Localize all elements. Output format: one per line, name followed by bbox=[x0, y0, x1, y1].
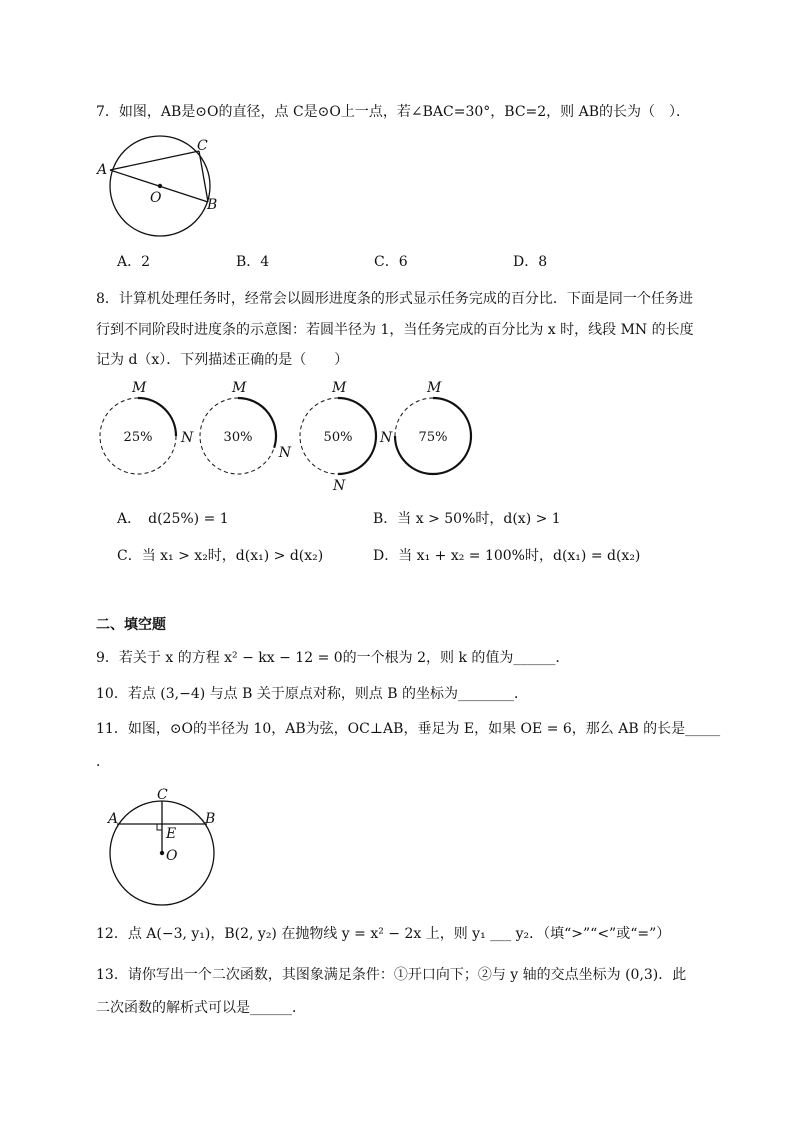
q10-text: 10．若点 (3,−4) 与点 B 关于原点对称，则点 B 的坐标为________． bbox=[96, 686, 529, 702]
q7-segment-bc bbox=[199, 151, 208, 202]
label-m: M bbox=[232, 380, 247, 396]
section-title: 二、填空题 bbox=[96, 617, 166, 633]
q7-option-a[interactable]: A．2 bbox=[117, 254, 151, 270]
q7-text: 7．如图，AB是⊙O的直径，点 C是⊙O上一点，若∠BAC=30°，BC=2，则 AB的长为（ ）． bbox=[96, 104, 691, 120]
progress-percent-label: 30% bbox=[223, 430, 253, 445]
q11-label-a: A bbox=[108, 811, 119, 827]
label-n: N bbox=[333, 478, 346, 494]
q11-line1: 11．如图，⊙O的半径为 10，AB为弦，OC⊥AB，垂足为 E，如果 OE = 6，那么 AB 的长是_____ bbox=[96, 721, 721, 737]
q8-option-a[interactable]: A． d(25%) = 1 bbox=[117, 511, 229, 527]
q13-line2: 二次函数的解析式可以是______． bbox=[96, 1000, 306, 1016]
q7-center-dot bbox=[158, 184, 162, 188]
q11-label-o: O bbox=[166, 848, 178, 864]
progress-circle-1 bbox=[100, 380, 194, 474]
q11-label-b: B bbox=[205, 811, 216, 827]
label-n: N bbox=[380, 430, 393, 446]
q8-line1: 8．计算机处理任务时，经常会以圆形进度条的形式显示任务完成的百分比．下面是同一个任务进 bbox=[96, 291, 693, 307]
q11-label-c: C bbox=[157, 787, 168, 803]
q7-figure bbox=[92, 136, 232, 256]
q11-label-e: E bbox=[166, 826, 177, 842]
progress-circle-2 bbox=[200, 380, 292, 474]
q7-label-o: O bbox=[150, 190, 162, 206]
q8-option-b[interactable]: B．当 x > 50%时，d(x) > 1 bbox=[373, 511, 561, 527]
q12-text: 12．点 A(−3, y₁)，B(2, y₂) 在抛物线 y = x² − 2x 上，则 y₁ ___ y₂．（填“>”“<”或“=”） bbox=[96, 926, 671, 942]
q8-progress-figure bbox=[90, 376, 470, 494]
q11-line2: ． bbox=[96, 754, 110, 770]
q7-option-c[interactable]: C．6 bbox=[374, 254, 408, 270]
progress-percent-label: 25% bbox=[123, 430, 153, 445]
progress-circle-4 bbox=[379, 380, 471, 474]
q7-segment-ac bbox=[110, 151, 199, 170]
q9-text: 9．若关于 x 的方程 x² − kx − 12 = 0的一个根为 2，则 k 的值为______． bbox=[96, 650, 570, 666]
label-m: M bbox=[132, 380, 147, 396]
q11-right-angle-mark bbox=[157, 824, 162, 830]
q7-label-c: C bbox=[197, 138, 208, 154]
q8-line3: 记为 d（x）．下列描述正确的是（ ） bbox=[96, 352, 349, 368]
label-m: M bbox=[427, 380, 442, 396]
q11-figure bbox=[104, 786, 234, 911]
progress-circle-3 bbox=[300, 380, 376, 494]
q8-option-c[interactable]: C．当 x₁ > x₂时，d(x₁) > d(x₂) bbox=[117, 548, 324, 564]
label-n: N bbox=[278, 444, 291, 461]
q8-option-d[interactable]: D．当 x₁ + x₂ = 100%时，d(x₁) = d(x₂) bbox=[373, 548, 641, 564]
progress-percent-label: 75% bbox=[418, 430, 448, 445]
label-n: N bbox=[181, 430, 194, 446]
q7-option-b[interactable]: B．4 bbox=[236, 254, 270, 270]
q13-line1: 13．请你写出一个二次函数，其图象满足条件：①开口向下；②与 y 轴的交点坐标为 (0,3)．此 bbox=[96, 967, 687, 983]
q11-center-dot bbox=[160, 851, 164, 855]
q7-label-b: B bbox=[207, 197, 218, 213]
q7-label-a: A bbox=[97, 162, 108, 178]
q7-option-d[interactable]: D．8 bbox=[513, 254, 548, 270]
q8-line2: 行到不同阶段时进度条的示意图：若圆半径为 1，当任务完成的百分比为 x 时，线段 MN 的长度 bbox=[96, 322, 694, 338]
label-m: M bbox=[332, 380, 347, 396]
progress-percent-label: 50% bbox=[323, 430, 353, 445]
